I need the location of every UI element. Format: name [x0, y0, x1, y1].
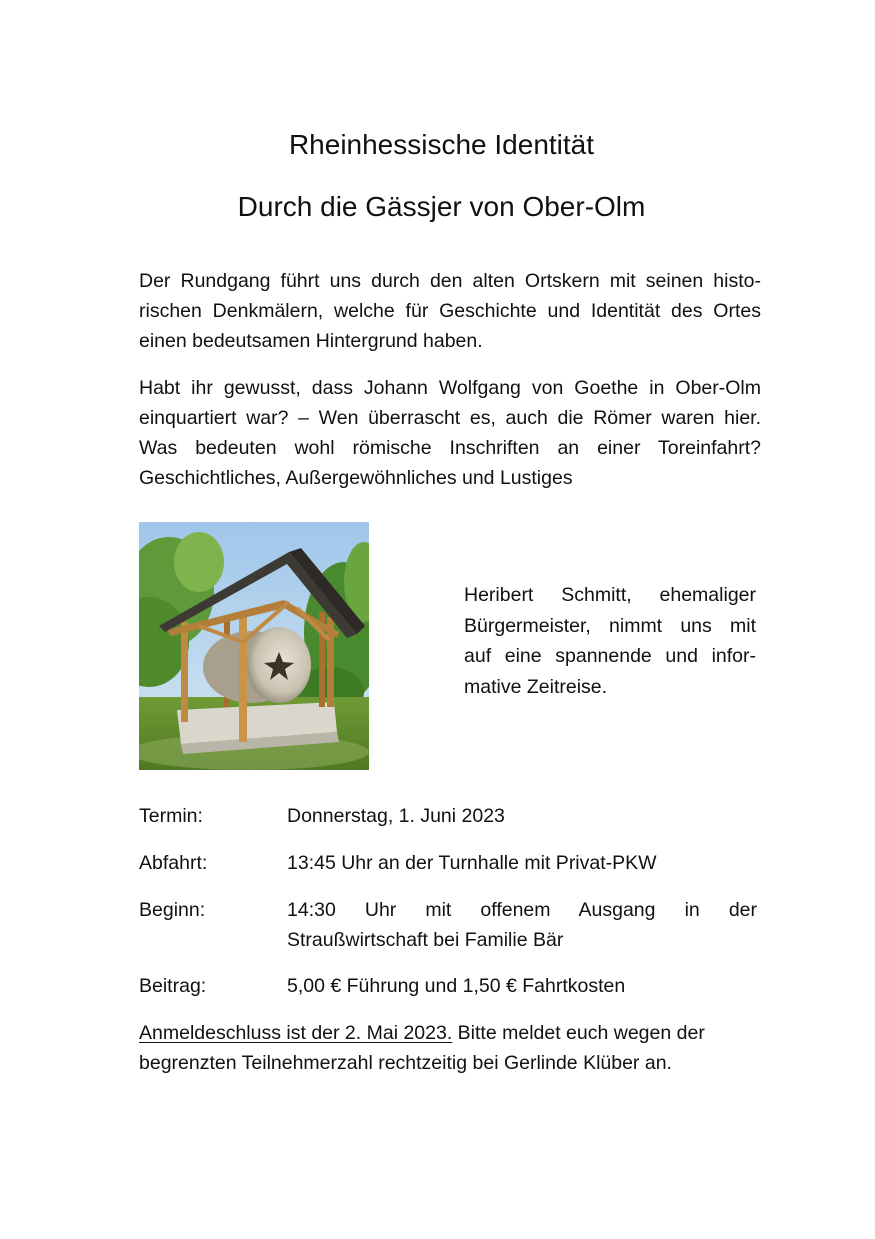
- termin-label: Termin:: [139, 805, 203, 827]
- beginn-label: Beginn:: [139, 899, 206, 921]
- termin-value: [287, 801, 757, 831]
- deadline-line: begrenzten Teilnehmerzahl rechtzeitig bei Gerlinde Klüber an.: [139, 1052, 672, 1074]
- deadline-line: [139, 1018, 764, 1048]
- beginn-value-line: Straußwirtschaft bei Familie Bär: [287, 929, 564, 951]
- teaser-line: Habt ihr gewusst, dass Johann Wolfgang von Goethe in Ober-Olm: [139, 377, 761, 399]
- intro-paragraph: [139, 266, 761, 356]
- caption-line: auf eine spannende und infor-: [464, 645, 756, 667]
- termin-value-text: Donnerstag, 1. Juni 2023: [287, 805, 505, 827]
- teaser-paragraph: [139, 373, 761, 493]
- intro-line: einen bedeutsamen Hintergrund haben.: [139, 330, 483, 352]
- beginn-value: [287, 895, 757, 955]
- beitrag-value: [287, 971, 757, 1001]
- teaser-line: Was bedeuten wohl römische Inschriften an einer Toreinfahrt?: [139, 437, 761, 459]
- page-title: Rheinhessische Identität: [288, 129, 595, 160]
- intro-line: rischen Denkmälern, welche für Geschichte und Identität des Ortes: [139, 300, 761, 322]
- beginn-value-line: 14:30 Uhr mit offenem Ausgang in der: [287, 899, 757, 921]
- abfahrt-label: Abfahrt:: [139, 852, 208, 874]
- caption-line: mative Zeitreise.: [464, 675, 608, 698]
- deadline-rest: Bitte meldet euch wegen der: [452, 1022, 705, 1044]
- beitrag-value-text: 5,00 € Führung und 1,50 € Fahrtkosten: [287, 975, 626, 997]
- teaser-line: Geschichtliches, Außergewöhnliches und Lustiges: [139, 467, 573, 489]
- deadline-underlined: Anmeldeschluss ist der 2. Mai 2023.: [139, 1022, 453, 1044]
- caption-line: Heribert Schmitt, ehemaliger: [464, 584, 756, 606]
- page-subtitle: Durch die Gässjer von Ober-Olm: [237, 191, 646, 222]
- registration-deadline: [139, 1018, 764, 1078]
- teaser-line: einquartiert war? – Wen überrascht es, auch die Römer waren hier.: [139, 407, 761, 429]
- abfahrt-value-text: 13:45 Uhr an der Turnhalle mit Privat-PKW: [287, 852, 657, 874]
- beitrag-label: Beitrag:: [139, 975, 207, 997]
- caption-line: Bürgermeister, nimmt uns mit: [464, 614, 756, 637]
- wine-press-shelter-photo: [139, 522, 369, 770]
- abfahrt-value: [287, 848, 757, 878]
- guide-caption: [464, 580, 756, 702]
- intro-line: Der Rundgang führt uns durch den alten Ortskern mit seinen histo-: [139, 270, 761, 292]
